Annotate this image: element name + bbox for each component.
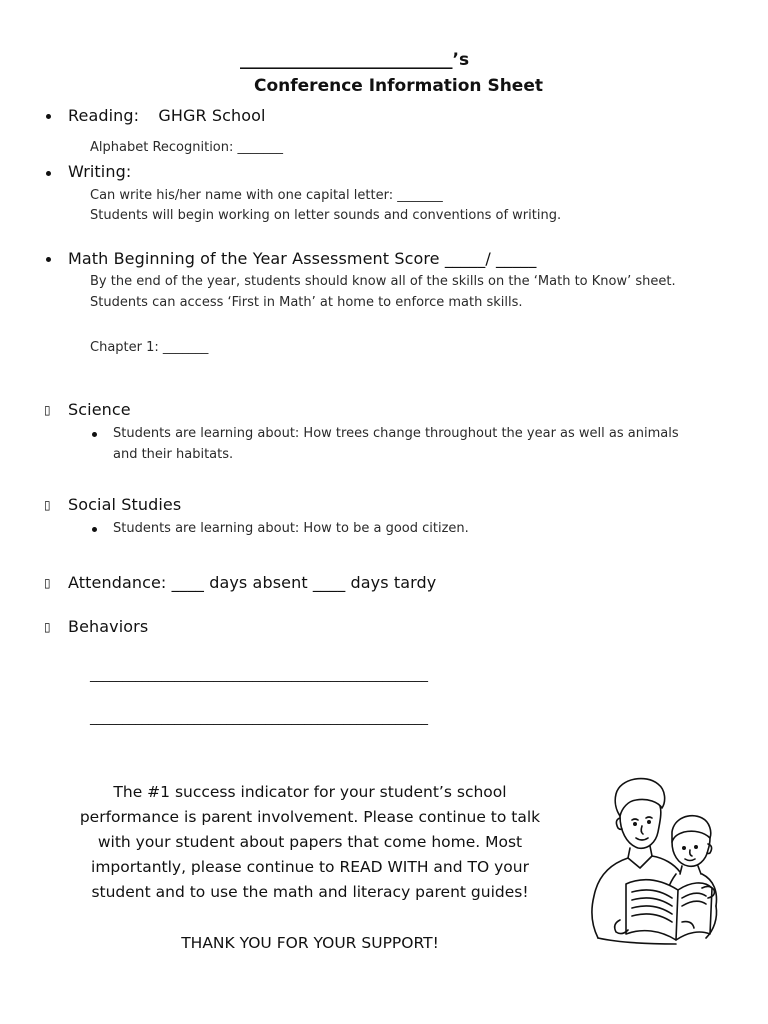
bullet-dot-icon bbox=[46, 114, 51, 119]
attendance-heading: Attendance: ____ days absent ____ days tardy bbox=[68, 573, 437, 592]
social-studies-heading: Social Studies bbox=[68, 495, 182, 514]
writing-label: Writing bbox=[68, 162, 126, 181]
behaviors-line-1: ____________________________________________________ bbox=[90, 668, 428, 683]
placeholder-box-icon: ▯ bbox=[44, 403, 51, 417]
social-studies-line-1: Students are learning about: How to be a good citizen. bbox=[113, 521, 469, 536]
writing-colon: : bbox=[125, 162, 132, 181]
closing-line-4: importantly, please continue to READ WITH and TO your bbox=[91, 858, 529, 876]
writing-line-1: Can write his/her name with one capital letter: _______ bbox=[90, 188, 443, 203]
page-title: Conference Information Sheet bbox=[254, 76, 543, 96]
math-line-1: By the end of the year, students should know all of the skills on the ‘Math to Know’ sheet. bbox=[90, 274, 676, 289]
closing-line-5: student and to use the math and literacy parent guides! bbox=[91, 883, 529, 901]
writing-line-2: Students will begin working on letter sounds and conventions of writing. bbox=[90, 208, 562, 223]
school-name: GHGR School bbox=[158, 106, 266, 125]
bullet-dot-icon bbox=[92, 432, 97, 437]
placeholder-box-icon: ▯ bbox=[44, 576, 51, 590]
closing-line-2: performance is parent involvement. Please continue to talk bbox=[79, 808, 541, 826]
bullet-dot-icon bbox=[92, 527, 97, 532]
behaviors-heading: Behaviors bbox=[68, 617, 149, 636]
bullet-dot-icon bbox=[46, 257, 51, 262]
science-line-1: Students are learning about: How trees change throughout the year as well as animals bbox=[113, 426, 679, 441]
math-chapter-1: Chapter 1: _______ bbox=[90, 340, 209, 355]
parent-reading-with-child-icon bbox=[586, 772, 751, 947]
bullet-dot-icon bbox=[46, 171, 51, 176]
reading-colon: : bbox=[133, 106, 140, 125]
math-line-2: Students can access ‘First in Math’ at home to enforce math skills. bbox=[90, 295, 523, 310]
reading-label: Reading bbox=[68, 106, 134, 125]
closing-line-1: The #1 success indicator for your student’s school bbox=[113, 783, 507, 801]
science-line-2: and their habitats. bbox=[113, 447, 234, 462]
closing-line-3: with your student about papers that come home. Most bbox=[97, 833, 523, 851]
behaviors-line-2: ____________________________________________________ bbox=[90, 711, 428, 726]
alphabet-recognition: Alphabet Recognition: _______ bbox=[90, 140, 284, 155]
writing-heading bbox=[68, 162, 131, 181]
closing-message bbox=[60, 780, 560, 905]
student-name-blank: _________________________’s bbox=[240, 50, 470, 70]
placeholder-box-icon: ▯ bbox=[44, 620, 51, 634]
reading-heading bbox=[68, 106, 266, 125]
math-heading: Math Beginning of the Year Assessment Score _____/ _____ bbox=[68, 249, 537, 268]
science-heading: Science bbox=[68, 400, 131, 419]
placeholder-box-icon: ▯ bbox=[44, 498, 51, 512]
thank-you-message: THANK YOU FOR YOUR SUPPORT! bbox=[181, 934, 439, 952]
